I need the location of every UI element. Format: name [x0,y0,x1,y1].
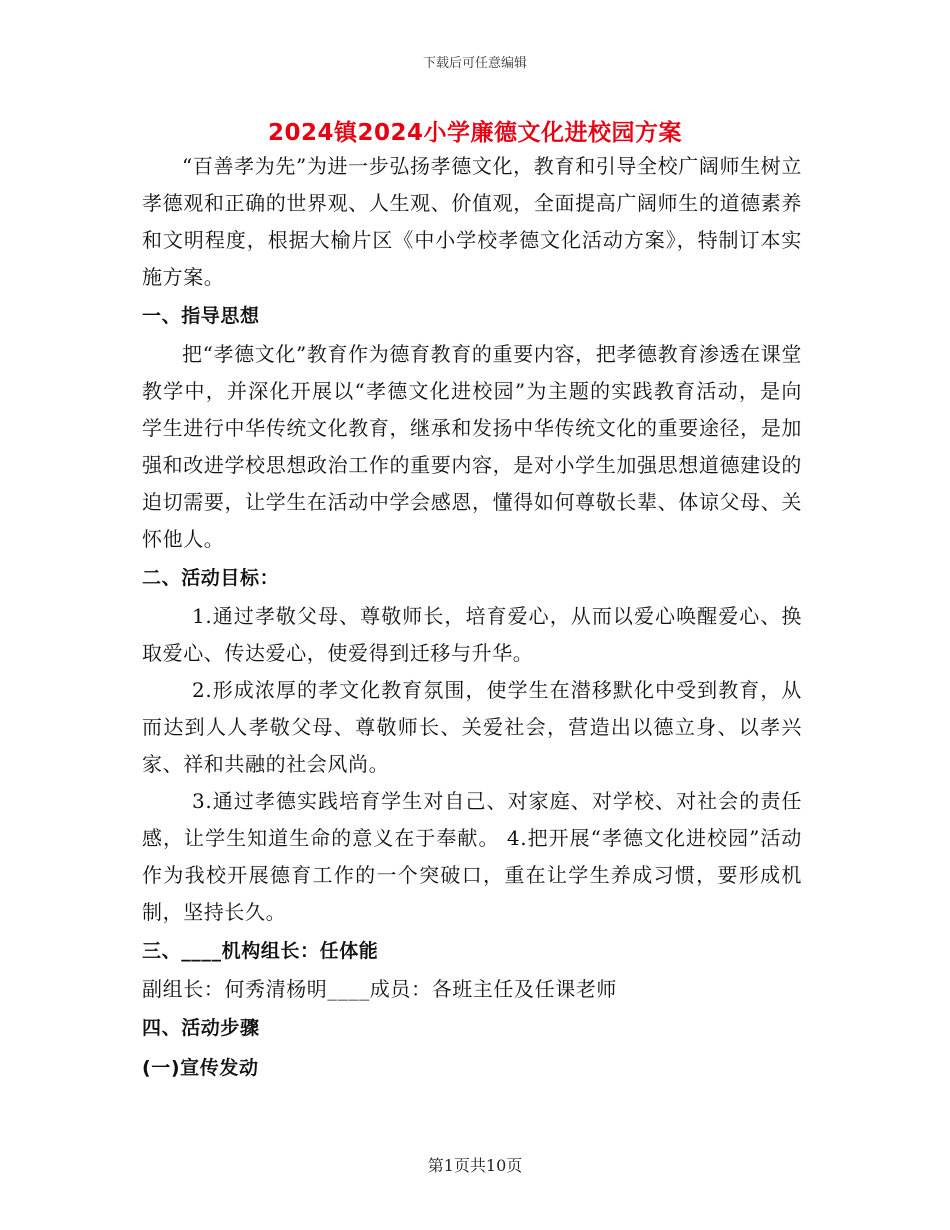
section-heading-activity-steps: 四、活动步骤 [142,1017,260,1039]
section-heading-activity-goals: 二、活动目标： [142,567,280,589]
goal-item-1: 1.通过孝敬父母、尊敬师长，培育爱心，从而以爱心唤醒爱心、换取爱心、传达爱心，使爱得到迁移与升华。 [142,604,802,665]
page-indicator: 第1页共10页 [427,1156,523,1175]
guiding-ideology-paragraph: 把“孝德文化”教育作为德育教育的重要内容，把孝德教育渗透在课堂教学中，并深化开展以“孝德文化进校园”为主题的实践教育活动，是向学生进行中华传统文化教育，继承和发扬中华传统文化的重要途径，是加强和改进学校思想政治工作的重要内容，是对小学生加强思想道德建设的迫切需要，让学生在活动中学会感恩，懂得如何尊敬长辈、体谅父母、关怀他人。 [142,342,802,551]
goal-item-3: 3.通过孝德实践培育学生对自己、对家庭、对学校、对社会的责任感，让学生知道生命的意义在于奉献。 4.把开展“孝德文化进校园”活动作为我校开展德育工作的一个突破口，重在让学生养成习惯，要形成机制，坚持长久。 [142,789,802,924]
subsection-heading-publicity: (一)宣传发动 [142,1057,259,1079]
document-body [142,148,802,1088]
document-title: 2024镇2024小学廉德文化进校园方案 [267,120,683,146]
section-heading-guiding-ideology: 一、指导思想 [142,305,260,327]
section-heading-organization: 三、____机构组长：任体能 [142,940,379,962]
intro-paragraph: “百善孝为先”为进一步弘扬孝德文化，教育和引导全校广阔师生树立孝德观和正确的世界观、人生观、价值观，全面提高广阔师生的道德素养和文明程度，根据大榆片区《中小学校孝德文化活动方案》，特制订本实施方案。 [142,154,802,289]
organization-members: 副组长：何秀清杨明____成员：各班主任及任课老师 [142,977,617,1001]
goal-item-2: 2.形成浓厚的孝文化教育氛围，使学生在潜移默化中受到教育，从而达到人人孝敬父母、尊敬师长、关爱社会，营造出以德立身、以孝兴家、祥和共融的社会风尚。 [142,678,802,776]
header-note: 下载后可任意编辑 [422,56,527,71]
